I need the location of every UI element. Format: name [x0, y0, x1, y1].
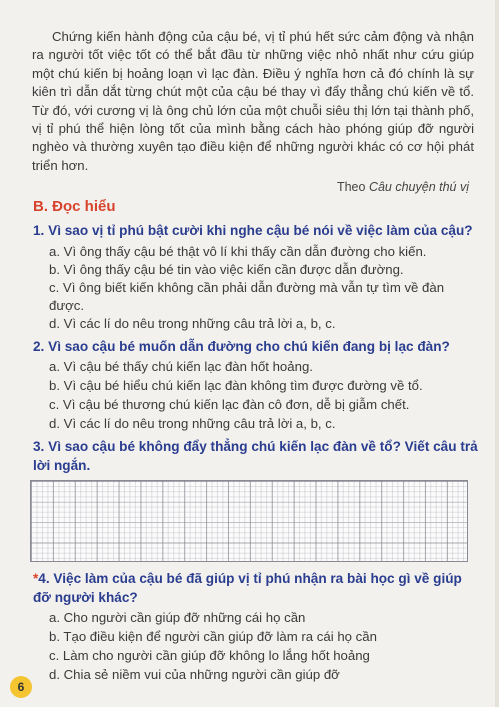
question-text: Việc làm của cậu bé đã giúp vị tỉ phú nhận ra bài học gì về giúp đỡ người khác?	[33, 571, 462, 605]
option-2c: c. Vì cậu bé thương chú kiến lạc đàn cô đơn, dễ bị giẫm chết.	[49, 397, 410, 412]
option-1d: d. Vì các lí do nêu trong những câu trả lời a, b, c.	[49, 316, 336, 331]
question-number: 4.	[38, 571, 50, 586]
advanced-star: *	[33, 571, 39, 586]
page-number-badge: 6	[10, 676, 32, 698]
question-number: 3.	[33, 439, 45, 454]
source-prefix: Theo	[336, 180, 366, 194]
question-2	[33, 338, 478, 357]
question-text: Vì sao cậu bé muốn dẫn đường cho chú kiến đang bị lạc đàn?	[48, 339, 450, 354]
option-1c: c. Vì ông biết kiến không cần phải dẫn đường mà vẫn tự tìm về đàn được.	[49, 280, 445, 314]
section-title: B. Đọc hiểu	[33, 198, 116, 215]
page-edge	[495, 0, 499, 707]
answer-writing-grid[interactable]	[30, 480, 468, 562]
option-1a: a. Vì ông thấy cậu bé thật vô lí khi thấy cần dẫn đường cho kiến.	[49, 244, 427, 259]
question-3	[33, 438, 478, 475]
question-text: Vì sao vị tỉ phú bật cười khi nghe cậu bé nói về việc làm của cậu?	[48, 223, 473, 238]
option-4c: c. Làm cho người cần giúp đỡ không lo lắng hốt hoảng	[49, 648, 370, 663]
question-number: 1.	[33, 223, 45, 238]
option-2a: a. Vì cậu bé thấy chú kiến lạc đàn hốt hoảng.	[49, 359, 313, 374]
passage-source	[337, 180, 469, 194]
question-4	[33, 570, 478, 607]
source-title: Câu chuyện thú vị	[368, 180, 469, 194]
question-1	[33, 222, 478, 241]
option-2d: d. Vì các lí do nêu trong những câu trả lời a, b, c.	[49, 416, 336, 431]
option-4d: d. Chia sẻ niềm vui của những người cần giúp đỡ	[49, 667, 340, 682]
question-number: 2.	[33, 339, 45, 354]
reading-passage	[32, 28, 474, 175]
option-4b: b. Tạo điều kiện để người cần giúp đỡ làm ra cái họ cần	[49, 629, 377, 644]
question-text: Vì sao cậu bé không đẩy thẳng chú kiến lạc đàn về tổ? Viết câu trả lời ngắn.	[33, 439, 478, 473]
option-4a: a. Cho người cần giúp đỡ những cái họ cần	[49, 610, 306, 625]
option-2b: b. Vì cậu bé hiểu chú kiến lạc đàn không tìm được đường về tổ.	[49, 378, 423, 393]
option-1b: b. Vì ông thấy cậu bé tin vào việc kiến cần được dẫn đường.	[49, 262, 404, 277]
passage-paragraph: Chứng kiến hành động của cậu bé, vị tỉ phú hết sức cảm động và nhận ra người tốt việc tốt có thể bắt đầu từ những việc nhỏ nhất như cứu giúp một chú kiến bị hoảng loạn vì lạc đàn. Điều ý nghĩa hơn cả đó chính là sự kiên trì dẫn dắt từng chút một của cậu bé thay vì đẩy thẳng chú kiến về tổ. Từ đó, với cương vị là ông chủ lớn của một chuỗi siêu thị lớn tại thành phố, vị tỉ phú thể hiện lòng tốt của mình bằng cách hào phóng giúp đỡ người nghèo và thường xuyên tạo điều kiện để những người khác có cơ hội phát triển hơn.	[32, 29, 474, 173]
